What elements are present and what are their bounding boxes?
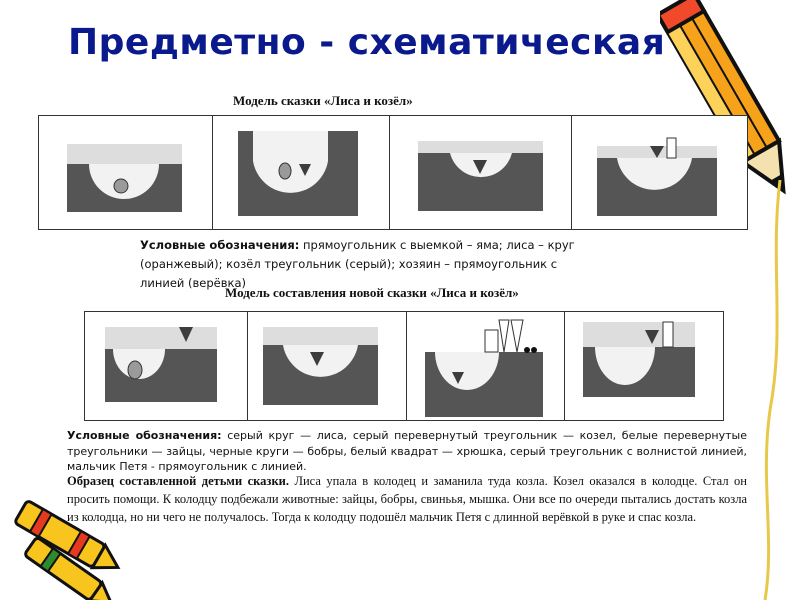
model-frame-1	[39, 116, 213, 229]
new-model-frame-3	[407, 312, 566, 420]
model-frame-4	[572, 116, 747, 229]
page-title: Предметно - схематическая	[68, 22, 666, 63]
section1-caption: Модель сказки «Лиса и козёл»	[233, 93, 413, 108]
new-story-model-strip	[84, 311, 724, 421]
story-model-strip	[38, 115, 748, 230]
new-model-frame-2	[248, 312, 407, 420]
decorative-line	[740, 180, 800, 600]
legend-label-2: Условные обозначения:	[67, 429, 222, 442]
section2-legend	[67, 428, 747, 475]
legend-text-2: серый круг — лиса, серый перевернутый треугольник — козел, белые перевернутые треугольники — зайцы, черные круги — бобры, белый квадрат — хрюшка, серый треугольник с волнистой линией, мальчик Петя - прямоугольник с линией.	[67, 429, 747, 473]
new-model-frame-1	[85, 312, 248, 420]
model-frame-3	[390, 116, 572, 229]
story-label: Образец составленной детьми сказки.	[67, 474, 289, 488]
model-frame-2	[213, 116, 389, 229]
new-model-frame-4	[565, 312, 723, 420]
story-text: Лиса упала в колодец и заманила туда козла. Козел оказался в колодце. Стал он просить помощи. К колодцу подбежали животные: зайцы, бобры, свиньья, мышка. Они все по очереди пытались достать козла из колодца, но ни чего не получалось. Тогда к колодцу подошёл мальчик Петя с длинной верёвкой в руке и спас козла.	[67, 474, 747, 524]
legend-text: прямоугольник с выемкой – яма; лиса – круг (оранжевый); козёл треугольник (серый); хозяин – прямоугольник с линией (верёвка)	[140, 238, 575, 290]
section2-caption: Модель составления новой сказки «Лиса и козёл»	[225, 285, 519, 300]
story-sample	[67, 472, 747, 526]
legend-label: Условные обозначения:	[140, 238, 300, 252]
